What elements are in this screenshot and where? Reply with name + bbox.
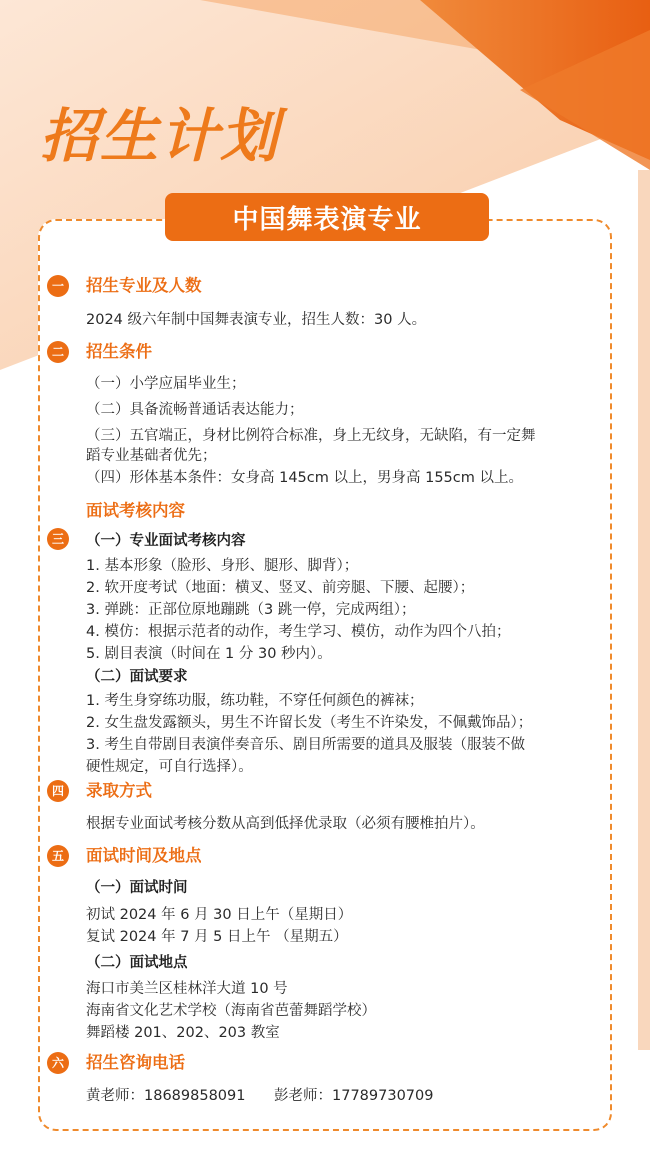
text-line: 2024 级六年制中国舞表演专业，招生人数：30 人。 — [86, 312, 427, 328]
contact-huang: 黄老师：18689858091 — [86, 1088, 246, 1104]
text-line: 根据专业面试考核分数从高到低择优录取（必须有腰椎拍片）。 — [86, 816, 485, 832]
subsection-title: （二）面试地点 — [86, 955, 188, 971]
section-number-4: 四 — [47, 780, 69, 802]
text-line: 4. 模仿：根据示范者的动作，考生学习、模仿，动作为四个八拍； — [86, 624, 511, 640]
text-line: 蹈专业基础者优先； — [86, 448, 217, 464]
section-number-3: 三 — [47, 528, 69, 550]
section-title-6: 招生咨询电话 — [86, 1053, 185, 1072]
section-title-5: 面试时间及地点 — [86, 846, 202, 865]
text-line: （一）小学应届毕业生； — [86, 376, 246, 392]
text-line: 舞蹈楼 201、202、203 教室 — [86, 1025, 280, 1041]
section-title-3: 面试考核内容 — [86, 501, 185, 520]
section-number-6: 六 — [47, 1052, 69, 1074]
section-title-4: 录取方式 — [86, 781, 152, 800]
text-line: 复试 2024 年 7 月 5 日上午 （星期五） — [86, 929, 348, 945]
text-line: 3. 考生自带剧目表演伴奏音乐、剧目所需要的道具及服装（服装不做 — [86, 737, 525, 753]
text-line: 1. 基本形象（脸形、身形、腿形、脚背）； — [86, 558, 359, 574]
text-line: 3. 弹跳：正部位原地蹦跳（3 跳一停，完成两组）； — [86, 602, 416, 618]
text-line: 1. 考生身穿练功服，练功鞋，不穿任何颜色的裤袜； — [86, 693, 424, 709]
text-line: （四）形体基本条件：女身高 145cm 以上，男身高 155cm 以上。 — [86, 470, 523, 486]
contact-peng: 彭老师：17789730709 — [274, 1088, 434, 1104]
section-number-1: 一 — [47, 275, 69, 297]
text-line: 2. 女生盘发露额头，男生不许留长发（考生不许染发，不佩戴饰品）； — [86, 715, 533, 731]
text-line: 海口市美兰区桂林洋大道 10 号 — [86, 981, 288, 997]
text-line: 5. 剧目表演（时间在 1 分 30 秒内）。 — [86, 646, 332, 662]
text-line: （二）具备流畅普通话表达能力； — [86, 402, 304, 418]
section-number-5: 五 — [47, 845, 69, 867]
text-line: 初试 2024 年 6 月 30 日上午（星期日） — [86, 907, 353, 923]
section-number-2: 二 — [47, 341, 69, 363]
section-title-1: 招生专业及人数 — [86, 276, 202, 295]
subsection-title: （二）面试要求 — [86, 669, 188, 685]
subsection-title: （一）专业面试考核内容 — [86, 533, 246, 549]
program-banner: 中国舞表演专业 — [165, 193, 489, 241]
text-line: 2. 软开度考试（地面：横叉、竖叉、前旁腿、下腰、起腰）； — [86, 580, 475, 596]
text-line: （三）五官端正，身材比例符合标准，身上无纹身，无缺陷，有一定舞 — [86, 428, 536, 444]
text-line: 硬性规定，可自行选择）。 — [86, 759, 253, 775]
section-title-2: 招生条件 — [86, 342, 152, 361]
page-title: 招生计划 — [40, 102, 281, 170]
text-line: 海南省文化艺术学校（海南省芭蕾舞蹈学校） — [86, 1003, 376, 1019]
subsection-title: （一）面试时间 — [86, 880, 188, 896]
